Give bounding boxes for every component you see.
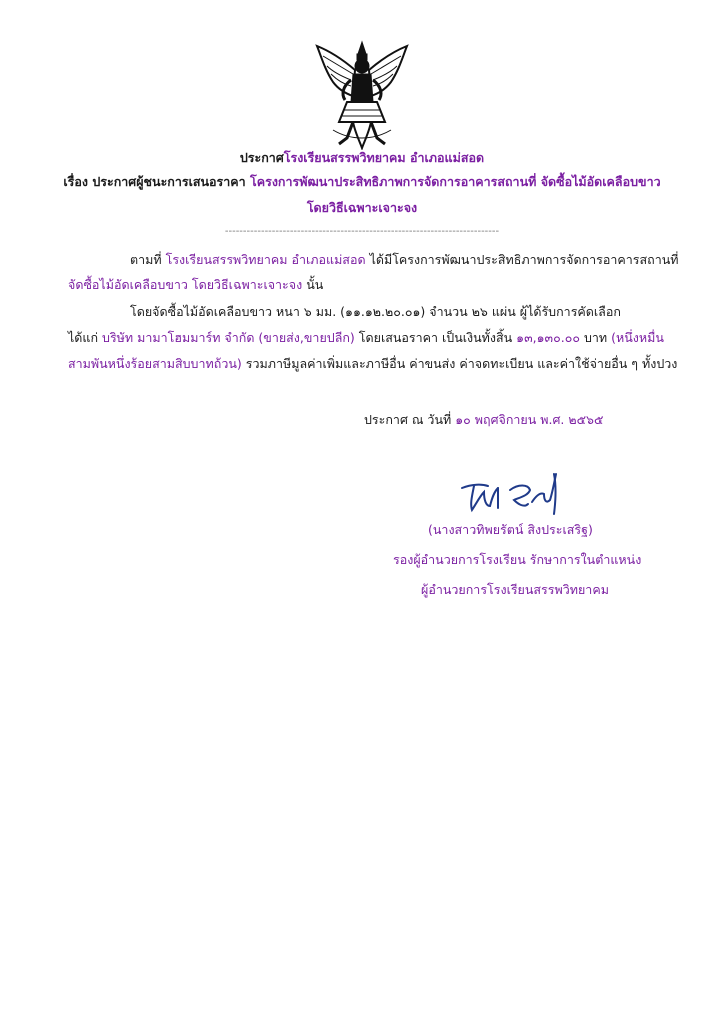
paragraph-2-line-3 [68,354,677,374]
p2-amount: ๑๓,๑๓๐.๐๐ [516,330,580,345]
p2-winner-prefix: ได้แก่ [68,330,99,345]
p2-company: บริษัท มามาโฮมมาร์ท จำกัด (ขายส่ง,ขายปลีก) [102,330,355,345]
p2-price-text: โดยเสนอราคา เป็นเงินทั้งสิ้น [358,330,513,345]
separator-line: ---------------------------------------------------------------------------- [224,226,500,237]
announcement-date: ๑๐ พฤศจิกายน พ.ศ. ๒๕๖๕ [455,412,604,427]
subject-method: โดยวิธีเฉพาะเจาะจง [306,200,418,215]
subject-line [0,172,724,192]
garuda-emblem-icon [313,40,411,150]
paragraph-2-line-1: โดยจัดซื้อไม้อัดเคลือบขาว หนา ๖ มม. (๑๑.๑๒.๒๐.๐๑) จำนวน ๒๖ แผ่น ผู้ได้รับการคัดเลือก [130,304,621,319]
p1-school: โรงเรียนสรรพวิทยาคม อำเภอแม่สอด [165,252,366,267]
page-title [0,148,724,168]
announcement-date-line [364,410,603,430]
signature-image [458,470,566,520]
paragraph-2-line-2 [68,328,664,348]
p1-intro: ตามที่ [130,252,162,267]
p2-tail: รวมภาษีมูลค่าเพิ่มและภาษีอื่น ค่าขนส่ง ค่าจดทะเบียน และค่าใช้จ่ายอื่น ๆ ทั้งปวง [245,356,678,371]
subject-project: โครงการพัฒนาประสิทธิภาพการจัดการอาคารสถานที่ จัดซื้อไม้อัดเคลือบขาว [250,174,661,189]
title-prefix: ประกาศ [239,150,284,165]
title-school: โรงเรียนสรรพวิทยาคม อำเภอแม่สอด [283,150,485,165]
paragraph-1-line-2 [68,275,323,295]
signatory-name: (นางสาวทิพยรัตน์ สิงประเสริฐ) [428,522,593,537]
p1-end: นั้น [306,277,324,292]
paragraph-1-line-1 [130,250,679,270]
signatory-position-line-2: ผู้อำนวยการโรงเรียนสรรพวิทยาคม [421,582,609,597]
p2-words-open: (หนึ่งหมื่น [611,330,664,345]
p2-words-cont: สามพันหนึ่งร้อยสามสิบบาทถ้วน) [68,356,242,371]
p2-baht: บาท [583,330,608,345]
p1-project: จัดซื้อไม้อัดเคลือบขาว โดยวิธีเฉพาะเจาะจง [68,277,303,292]
signatory-position-line-1: รองผู้อำนวยการโรงเรียน รักษาการในตำแหน่ง [393,552,642,567]
subject-label: เรื่อง ประกาศผู้ชนะการเสนอราคา [63,174,246,189]
announcement-label: ประกาศ ณ วันที่ [364,412,452,427]
p1-text: ได้มีโครงการพัฒนาประสิทธิภาพการจัดการอาคารสถานที่ [369,252,679,267]
